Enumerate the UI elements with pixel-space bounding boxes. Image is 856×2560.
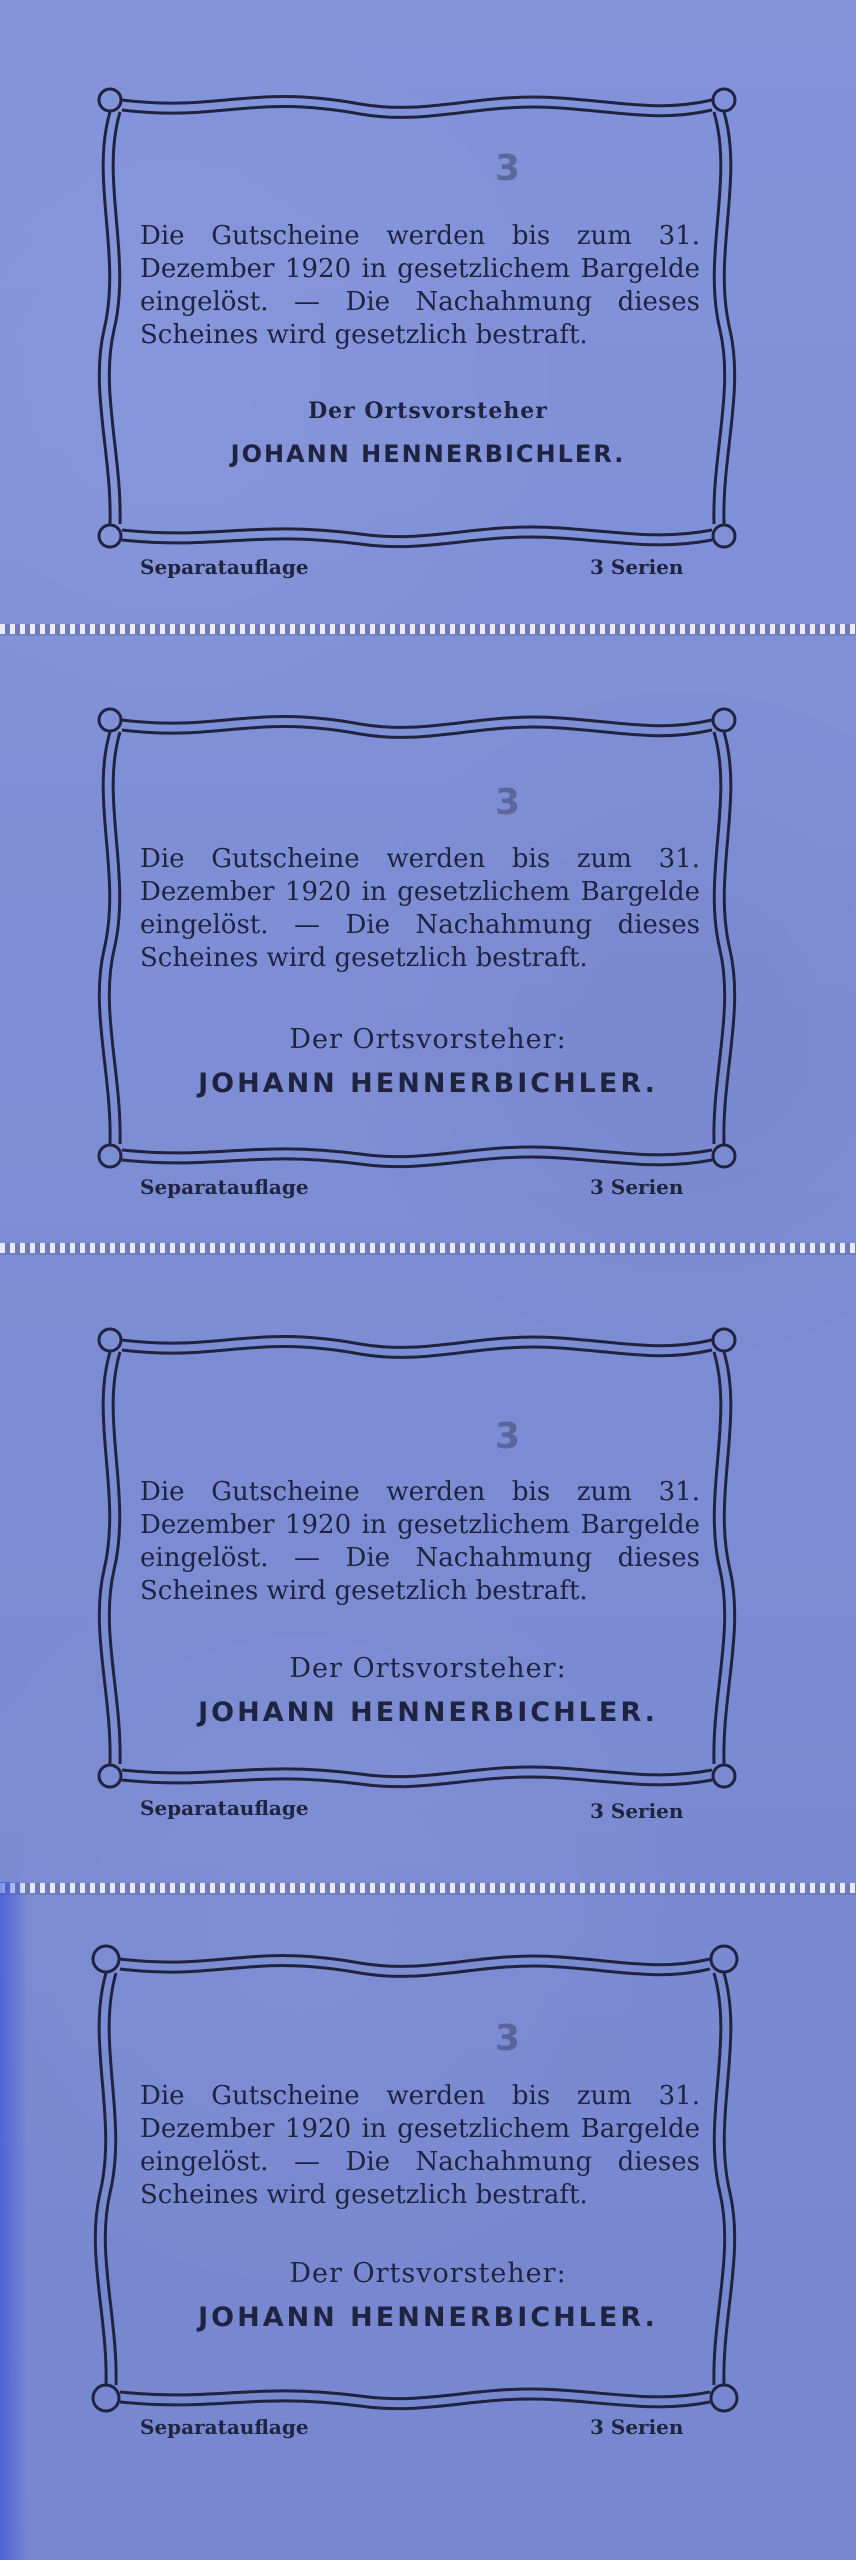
- serial-number: 3: [495, 148, 521, 189]
- series-count-label: 3 Serien: [590, 555, 684, 579]
- separate-edition-label: Separatauflage: [140, 1796, 309, 1820]
- redemption-text: Die Gutscheine werden bis zum 31. Dezember 1920 in gesetzlichem Bargelde eingelöst. — Die Nachahmung dieses Scheines wird gesetzlich bestraft.: [140, 221, 700, 350]
- serial-number: 3: [495, 2018, 521, 2059]
- signature-name: JOHANN HENNERBICHLER.: [230, 440, 626, 468]
- signature-label: Der Ortsvorsteher:: [289, 1024, 567, 1055]
- redemption-text: Die Gutscheine werden bis zum 31. Dezember 1920 in gesetzlichem Bargelde eingelöst. — Die Nachahmung dieses Scheines wird gesetzlich bestraft.: [140, 844, 700, 973]
- signature-label: Der Ortsvorsteher: [308, 398, 548, 424]
- voucher-stub-1: [0, 0, 856, 620]
- series-count-label: 3 Serien: [590, 2415, 684, 2439]
- redemption-text: Die Gutscheine werden bis zum 31. Dezember 1920 in gesetzlichem Bargelde eingelöst. — Die Nachahmung dieses Scheines wird gesetzlich bestraft.: [140, 2081, 700, 2210]
- separate-edition-label: Separatauflage: [140, 2415, 309, 2439]
- signature-name: JOHANN HENNERBICHLER.: [198, 1697, 658, 1728]
- voucher-stub-3: [0, 1240, 856, 1860]
- serial-number: 3: [495, 1416, 521, 1457]
- separate-edition-label: Separatauflage: [140, 1175, 309, 1199]
- series-count-label: 3 Serien: [590, 1799, 684, 1823]
- separate-edition-label: Separatauflage: [140, 555, 309, 579]
- signature-name: JOHANN HENNERBICHLER.: [198, 2302, 658, 2333]
- signature-label: Der Ortsvorsteher:: [289, 2258, 567, 2289]
- voucher-stub-2: [0, 620, 856, 1240]
- signature-name: JOHANN HENNERBICHLER.: [198, 1068, 658, 1099]
- signature-label: Der Ortsvorsteher:: [289, 1653, 567, 1684]
- redemption-text: Die Gutscheine werden bis zum 31. Dezember 1920 in gesetzlichem Bargelde eingelöst. — Die Nachahmung dieses Scheines wird gesetzlich bestraft.: [140, 1477, 700, 1606]
- voucher-stub-4: [0, 1880, 856, 2500]
- serial-number: 3: [495, 782, 521, 823]
- series-count-label: 3 Serien: [590, 1175, 684, 1199]
